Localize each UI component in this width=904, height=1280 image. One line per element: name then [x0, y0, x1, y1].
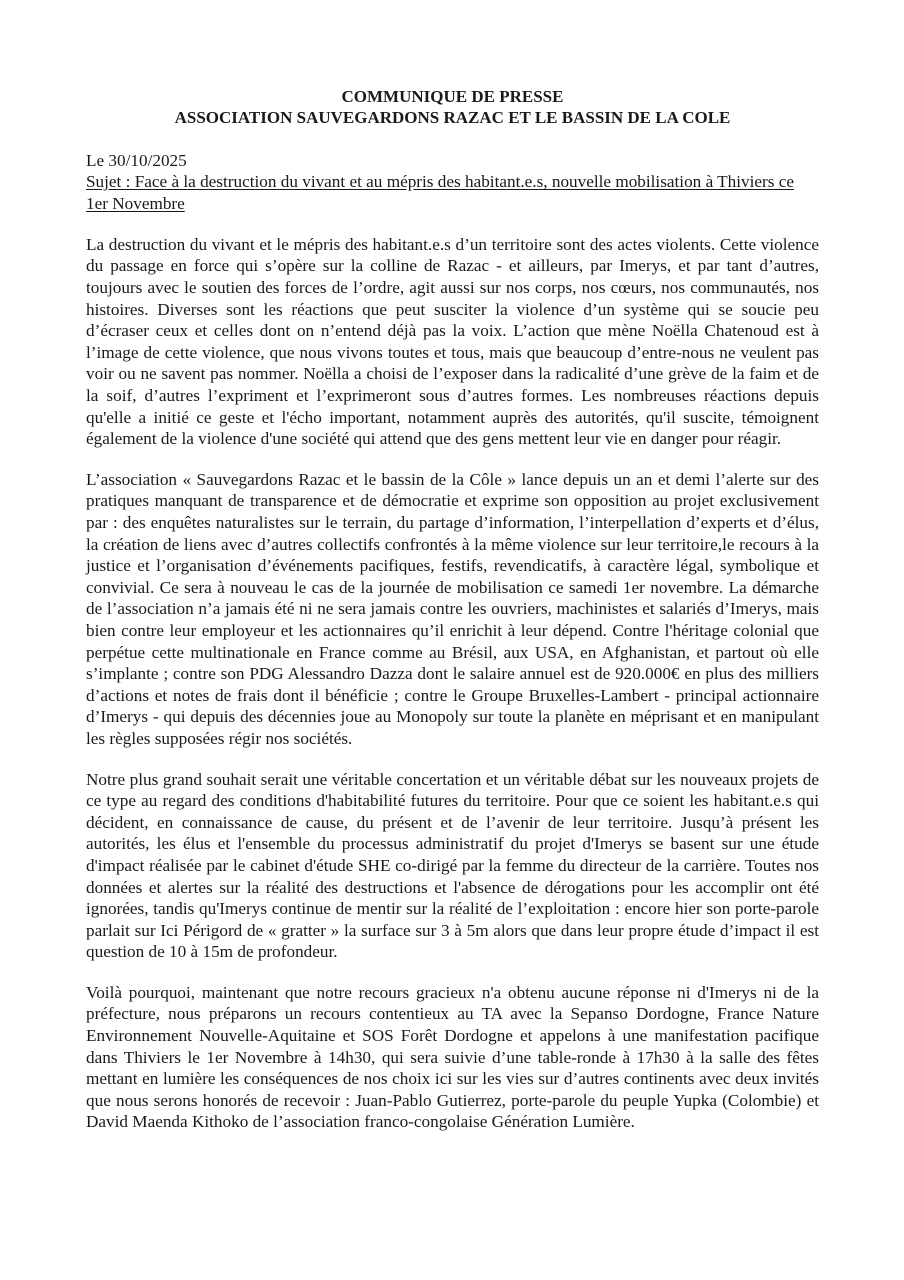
paragraph-4: Voilà pourquoi, maintenant que notre recours gracieux n'a obtenu aucune réponse ni d'Imerys ni de la préfecture, nous préparons un recours contentieux au TA avec la Sepanso Dordogne, France Nature Environnement Nouvelle-Aquitaine et SOS Forêt Dordogne et appelons à une manifestation pacifique dans Thiviers le 1er Novembre à 14h30, qui sera suivie d’une table-ronde à 17h30 à la salle des fêtes mettant en lumière les conséquences de nos choix ici sur les vies sur d’autres continents avec deux invités que nous serons honorés de recevoir : Juan-Pablo Gutierrez, porte-parole du peuple Yupka (Colombie) et David Maenda Kithoko de l’association franco-congolaise Génération Lumière. — [86, 982, 819, 1132]
subject-line: Sujet : Face à la destruction du vivant et au mépris des habitant.e.s, nouvelle mobilisation à Thiviers ce 1er Novembre — [86, 172, 795, 213]
document-meta — [86, 150, 819, 215]
association-name: ASSOCIATION SAUVEGARDONS RAZAC ET LE BASSIN DE LA COLE — [174, 108, 731, 128]
release-date: Le 30/10/2025 — [86, 150, 187, 170]
document-title: COMMUNIQUE DE PRESSE — [341, 87, 564, 106]
paragraph-2: L’association « Sauvegardons Razac et le bassin de la Côle » lance depuis un an et demi l’alerte sur des pratiques manquant de transparence et de démocratie et exprime son opposition au projet exclusivement par : des enquêtes naturalistes sur le terrain, du partage d’information, l’interpellation d’experts et d’élus, la création de liens avec d’autres collectifs confrontés à la même violence sur leur territoire,le recours à la justice et l’organisation d’événements pacifiques, festifs, revendicatifs, à caractère légal, symbolique et convivial. Ce sera à nouveau le cas de la journée de mobilisation ce samedi 1er novembre. La démarche de l’association n’a jamais été ni ne sera jamais contre les ouvriers, machinistes et salariés d’Imerys, mais bien contre leur employeur et les actionnaires qu’il enrichit à leur dépend. Contre l'héritage colonial que perpétue cette multinationale en France comme au Brésil, aux USA, en Afghanistan, et partout où elle s’implante ; contre son PDG Alessandro Dazza dont le salaire annuel est de 920.000€ en plus des milliers d’actions et notes de frais dont il bénéficie ; contre le Groupe Bruxelles-Lambert - principal actionnaire d’Imerys - qui depuis des décennies joue au Monopoly sur toute la planète en méprisant et en manipulant les règles supposées régir nos sociétés. — [86, 469, 819, 748]
paragraph-1: La destruction du vivant et le mépris des habitant.e.s d’un territoire sont des actes violents. Cette violence du passage en force qui s’opère sur la colline de Razac - et ailleurs, par Imerys, et par tant d’autres, toujours avec le soutien des forces de l’ordre, agit aussi sur nos corps, nos cœurs, nos communautés, nos histoires. Diverses sont les réactions que peut susciter la violence d’un système qui se soucie peu d’écraser ceux et celles dont on n’entend déjà pas la voix. L’action que mène Noëlla Chatenoud est à l’image de cette violence, que nous vivons toutes et tous, mais que beaucoup d’entre-nous ne veulent pas voir ou ne savent pas nommer. Noëlla a choisi de l’exposer dans la radicalité d’une grève de la faim et de la soif, d’autres l’expriment et l’exprimeront sous d’autres formes. Les nombreuses réactions depuis qu'elle a initié ce geste et l'écho important, notamment auprès des autorités, qu'il suscite, témoignent également de la violence d'une société qui attend que des gens mettent leur vie en danger pour réagir. — [86, 234, 819, 449]
press-release-page — [86, 86, 819, 1133]
paragraph-3: Notre plus grand souhait serait une véritable concertation et un véritable débat sur les nouveaux projets de ce type au regard des conditions d'habitabilité futures du territoire. Pour que ce soient les habitant.e.s qui décident, en connaissance de cause, du présent et de l’avenir de leur territoire. Jusqu’à présent les autorités, les élus et l'ensemble du processus administratif du projet d'Imerys se basent sur une étude d'impact réalisée par le cabinet d'étude SHE co-dirigé par la femme du directeur de la carrière. Toutes nos données et alertes sur la réalité des destructions et l'absence de dérogations pour les accomplir ont été ignorées, tandis qu'Imerys continue de mentir sur la réalité de l’exploitation : encore hier son porte-parole parlait sur Ici Périgord de « gratter » la surface sur 3 à 5m alors que dans leur propre étude d’impact il est question de 10 à 15m de profondeur. — [86, 769, 819, 962]
